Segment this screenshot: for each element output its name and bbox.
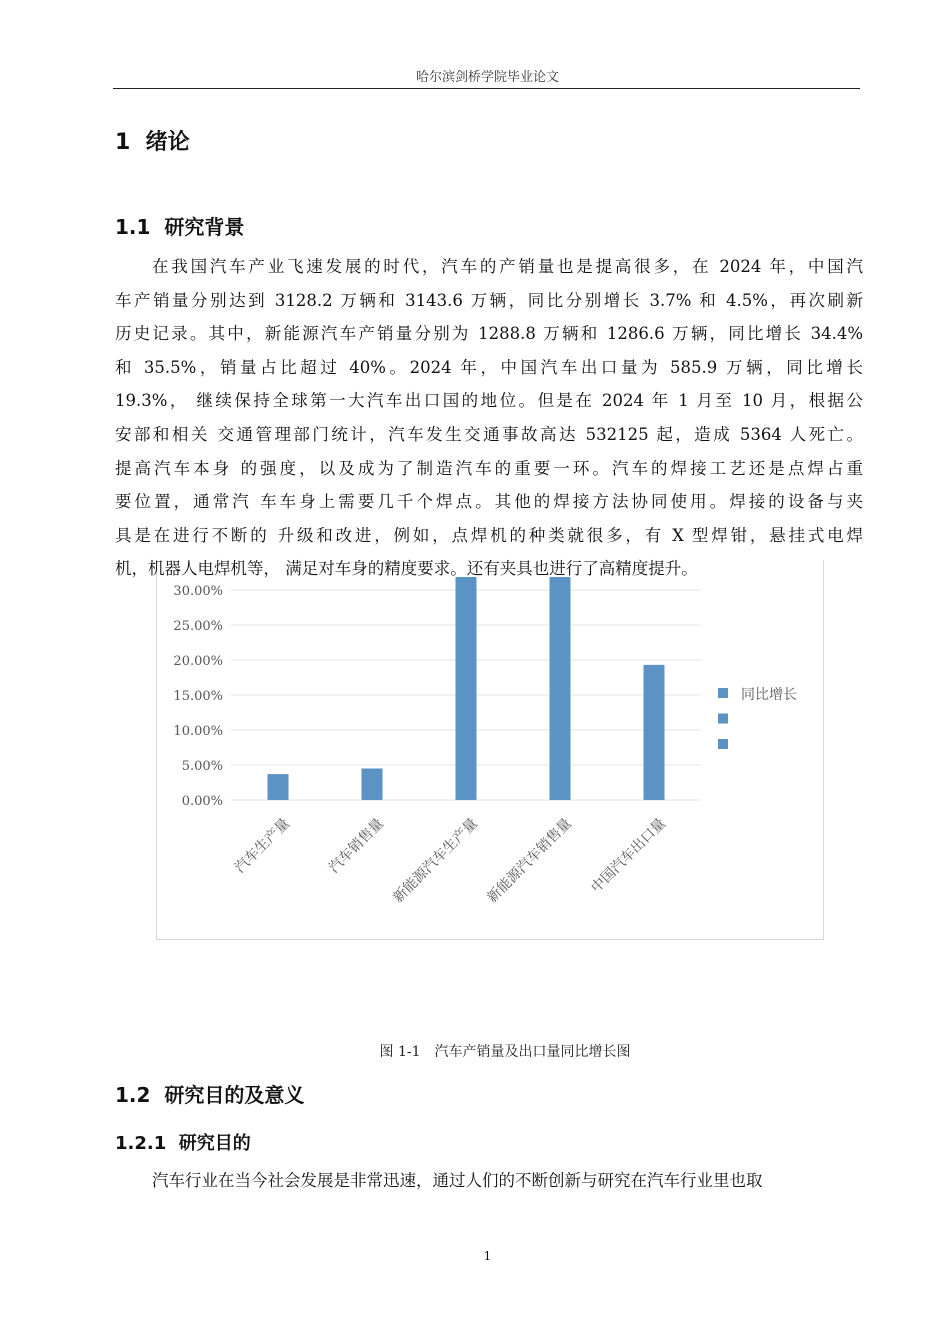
header-divider xyxy=(113,88,860,89)
paragraph-line: 和 35.5%，销量占比超过 40%。2024 年，中国汽车出口量为 585.9 万辆，同比增长 xyxy=(115,357,863,377)
subsection-heading-1-2-1 xyxy=(115,1129,251,1155)
paragraph-line: 机，机器人电焊机等， 满足对车身的精度要求。还有夹具也进行了高精度提升。 xyxy=(115,559,698,579)
subsection-number: 1.2.1 xyxy=(115,1133,167,1154)
page-header: 哈尔滨剑桥学院毕业论文 xyxy=(415,70,559,85)
y-tick-label: 20.00% xyxy=(173,654,223,669)
paragraph-line: 车产销量分别达到 3128.2 万辆和 3143.6 万辆，同比分别增长 3.7% 和 4.5%，再次刷新 xyxy=(115,290,863,310)
bar xyxy=(362,769,383,801)
chapter-heading xyxy=(115,125,190,156)
legend-swatch xyxy=(718,714,728,724)
x-tick-label: 汽车生产量 xyxy=(232,815,293,877)
section-heading-1-1 xyxy=(115,211,244,240)
paragraph-line: 提高汽车本身 的强度，以及成为了制造汽车的重要一环。汽车的焊接工艺还是点焊占重 xyxy=(115,458,863,478)
y-tick-label: 5.00% xyxy=(181,759,223,774)
section-title: 研究目的及意义 xyxy=(164,1083,305,1107)
paragraph-purpose xyxy=(115,1164,863,1198)
paragraph-line: 历史记录。其中，新能源汽车产销量分别为 1288.8 万辆和 1286.6 万辆，同比增长 34.4% xyxy=(115,324,863,344)
y-tick-label: 15.00% xyxy=(173,689,223,704)
x-tick-label: 新能源汽车生产量 xyxy=(390,815,481,907)
x-tick-label: 汽车销售量 xyxy=(326,815,387,877)
paragraph-line: 安部和相关 交通管理部门统计，汽车发生交通事故高达 532125 起，造成 5364 人死亡。 xyxy=(115,424,863,444)
legend-swatch xyxy=(718,688,728,698)
section-title: 研究背景 xyxy=(164,215,245,239)
section-heading-1-2 xyxy=(115,1079,304,1108)
x-tick-label: 中国汽车出口量 xyxy=(588,815,669,897)
chart-canvas xyxy=(157,560,823,939)
paragraph-line: 19.3%， 继续保持全球第一大汽车出口国的地位。但是在 2024 年 1 月至 10 月，根据公 xyxy=(115,391,863,411)
bar xyxy=(550,560,571,800)
section-number: 1.1 xyxy=(115,215,151,239)
chapter-title: 绪论 xyxy=(145,130,190,155)
bar-chart xyxy=(156,560,824,940)
chapter-number: 1 xyxy=(115,130,131,155)
paragraph-line: 要位置，通常汽 车车身上需要几千个焊点。其他的焊接方法协同使用。焊接的设备与夹 xyxy=(115,492,863,512)
y-tick-label: 30.00% xyxy=(173,584,223,599)
paragraph-background xyxy=(115,250,863,586)
y-tick-label: 10.00% xyxy=(173,724,223,739)
paragraph-line: 汽车行业在当今社会发展是非常迅速，通过人们的不断创新与研究在汽车行业里也取 xyxy=(152,1171,763,1190)
subsection-title: 研究目的 xyxy=(178,1133,251,1154)
x-tick-label: 新能源汽车销售量 xyxy=(484,815,575,907)
bar xyxy=(456,560,477,800)
page-number: 1 xyxy=(483,1249,492,1263)
legend-swatch xyxy=(718,739,728,749)
section-number: 1.2 xyxy=(115,1083,151,1107)
bar xyxy=(644,665,665,800)
y-tick-label: 25.00% xyxy=(173,619,223,634)
legend-label: 同比增长 xyxy=(741,687,797,703)
y-tick-label: 0.00% xyxy=(181,794,223,809)
paragraph-line: 具是在进行不断的 升级和改进，例如，点焊机的种类就很多，有 X 型焊钳，悬挂式电焊 xyxy=(115,525,863,545)
paragraph-line: 在我国汽车产业飞速发展的时代，汽车的产销量也是提高很多，在 2024 年，中国汽 xyxy=(152,257,863,276)
bar xyxy=(268,774,289,800)
figure-caption: 图 1-1 汽车产销量及出口量同比增长图 xyxy=(379,1044,631,1060)
